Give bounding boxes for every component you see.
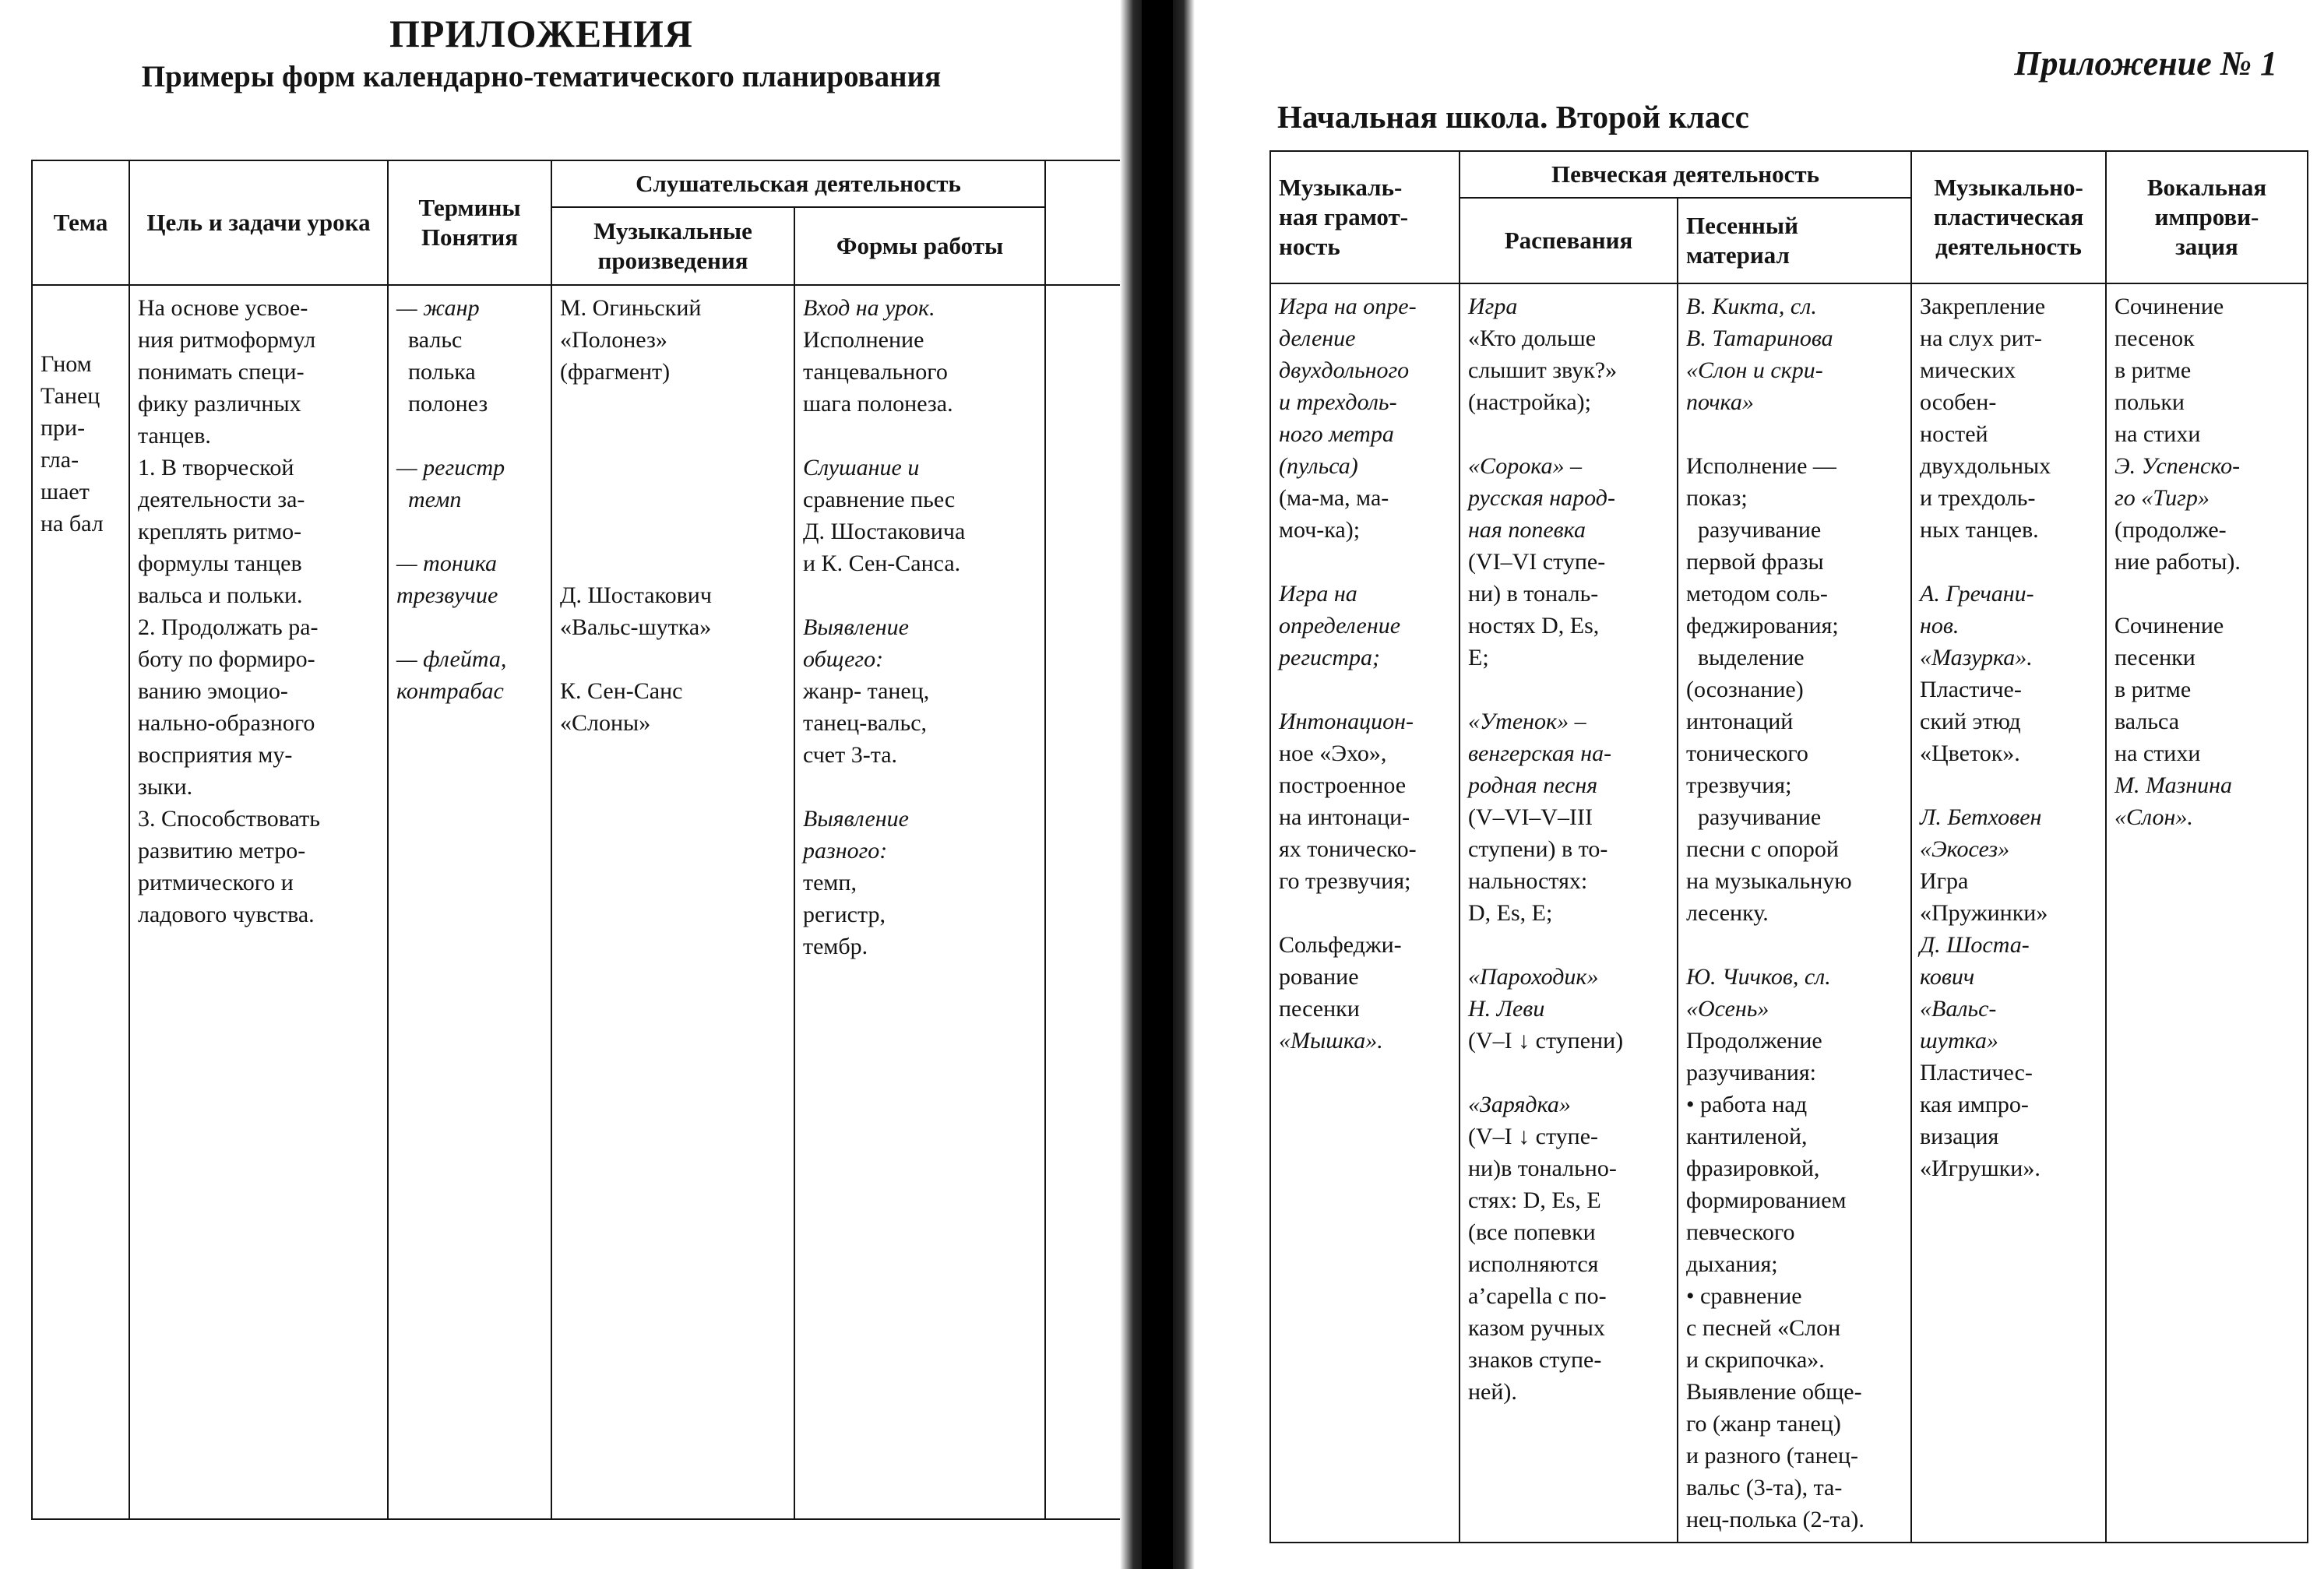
- cell-line: почка»: [1686, 389, 1754, 415]
- cell-line: [560, 388, 786, 420]
- cell-line: (все попевки: [1468, 1219, 1596, 1245]
- cell-line: «Мазурка».: [1920, 645, 2033, 670]
- cell-line: (пульса): [1279, 453, 1358, 479]
- cell-line: «Цветок».: [1920, 741, 2020, 766]
- cell-line: Д. Шостаковича: [803, 519, 966, 544]
- cell-line: ях тоническо-: [1279, 836, 1417, 862]
- cell-line: • работа над: [1686, 1092, 1808, 1117]
- cell-line: шутка»: [1920, 1028, 1998, 1054]
- cell-line: E;: [1468, 645, 1489, 670]
- cell-line: Игра на: [1279, 581, 1357, 607]
- header-empty: [1045, 160, 1121, 285]
- cell-line: — флейта,: [396, 646, 507, 672]
- cell-line: построенное: [1279, 772, 1407, 798]
- cell-line: счет 3-та.: [803, 742, 898, 768]
- cell-line: вальса: [2114, 709, 2180, 734]
- cell-line: дыхания;: [1686, 1251, 1778, 1277]
- header-literacy: Музыкаль- ная грамот- ность: [1270, 151, 1460, 283]
- cell-line: танцевального: [803, 359, 948, 385]
- cell-line: полька: [396, 359, 476, 385]
- cell-line: песенки: [1279, 996, 1360, 1022]
- cell-line: ней).: [1468, 1379, 1517, 1405]
- cell-line: на стихи: [2114, 741, 2201, 766]
- cell-line: А. Гречани-: [1920, 581, 2034, 607]
- cell-line: «Слон».: [2114, 804, 2193, 830]
- cell-line: В. Татаринова: [1686, 325, 1833, 351]
- cell-warmup: [1460, 283, 1678, 1543]
- cell-line: «Мышка».: [1279, 1028, 1383, 1054]
- cell-line: определение: [1279, 613, 1401, 639]
- cell-line: ние работы).: [2114, 549, 2241, 575]
- cell-line: особен-: [1920, 389, 1997, 415]
- cell-line: [803, 579, 1037, 611]
- cell-line: ступени) в то-: [1468, 836, 1608, 862]
- cell-line: [560, 420, 786, 452]
- cell-line: [1279, 546, 1451, 578]
- cell-line: темп: [396, 487, 462, 512]
- cell-line: ностях D, Es,: [1468, 613, 1600, 639]
- cell-line: феджирования;: [1686, 613, 1839, 639]
- header-songs: Песенный материал: [1678, 198, 1911, 283]
- cell-line: «Слоны»: [560, 710, 651, 736]
- cell-line: «Пароходик»: [1468, 964, 1599, 990]
- cell-line: танец-вальс,: [803, 710, 928, 736]
- cell-line: на музыкальную: [1686, 868, 1852, 894]
- cell-line: ного метра: [1279, 421, 1394, 447]
- cell-line: • сравнение: [1686, 1283, 1802, 1309]
- cell-literacy: [1270, 283, 1460, 1543]
- cell-line: (V–VI–V–III: [1468, 804, 1593, 830]
- cell-line: Закрепление: [1920, 294, 2046, 319]
- cell-terms: [388, 285, 551, 1519]
- cell-line: и трехдоль-: [1279, 389, 1397, 415]
- cell-line: лесенку.: [1686, 900, 1769, 926]
- cell-line: визация: [1920, 1124, 1999, 1149]
- cell-line: исполняются: [1468, 1251, 1599, 1277]
- cell-line: — регистр: [396, 455, 505, 480]
- cell-songs: [1678, 283, 1911, 1543]
- cell-plastic: [1911, 283, 2106, 1543]
- cell-line: интонаций: [1686, 709, 1794, 734]
- cell-line: Сочинение: [2114, 613, 2224, 639]
- cell-line: [803, 771, 1037, 803]
- cell-line: «Экосез»: [1920, 836, 2010, 862]
- cell-line: М. Мазнина: [2114, 772, 2233, 798]
- cell-line: тембр.: [803, 934, 868, 959]
- cell-line: певческого: [1686, 1219, 1795, 1245]
- cell-line: жанр- танец,: [803, 678, 930, 704]
- cell-line: ная попевка: [1468, 517, 1586, 543]
- right-planning-table: [1269, 150, 2308, 1543]
- cell-line: ных танцев.: [1920, 517, 2039, 543]
- cell-line: выделение: [1686, 645, 1805, 670]
- cell-line: «Вальс-: [1920, 996, 1997, 1022]
- cell-line: Интонацион-: [1279, 709, 1414, 734]
- cell-line: (V–I ↓ ступени): [1468, 1028, 1624, 1054]
- cell-line: Д. Шостакович: [560, 582, 712, 608]
- cell-line: Игра: [1920, 868, 1969, 894]
- book-spine-shadow: [1142, 0, 1173, 1569]
- cell-line: Н. Леви: [1468, 996, 1545, 1022]
- cell-works: [551, 285, 794, 1519]
- cell-line: регистра;: [1279, 645, 1380, 670]
- cell-improv: [2106, 283, 2308, 1543]
- cell-line: Ю. Чичков, сл.: [1686, 964, 1831, 990]
- left-planning-table: [31, 160, 1122, 1520]
- cell-line: [1920, 769, 2097, 801]
- cell-line: венгерская на-: [1468, 741, 1612, 766]
- cell-line: Д. Шоста-: [1920, 932, 2030, 958]
- cell-line: разного:: [803, 838, 888, 864]
- cell-line: песенок: [2114, 325, 2195, 351]
- cell-line: го (жанр танец): [1686, 1411, 1841, 1437]
- cell-line: двухдольных: [1920, 453, 2051, 479]
- cell-line: ностей: [1920, 421, 1988, 447]
- cell-line: на интонаци-: [1279, 804, 1410, 830]
- cell-line: Исполнение: [803, 327, 924, 353]
- cell-line: польки: [2114, 389, 2185, 415]
- header-singing: Певческая деятельность: [1460, 151, 1911, 198]
- cell-line: [2114, 578, 2299, 610]
- cell-line: в ритме: [2114, 357, 2192, 383]
- cell-line: шага полонеза.: [803, 391, 953, 417]
- header-listening: Слушательская деятельность: [551, 160, 1045, 207]
- cell-line: Игра на опре-: [1279, 294, 1417, 319]
- cell-line: сравнение пьес: [803, 487, 956, 512]
- cell-line: трезвучие: [396, 582, 498, 608]
- cell-line: (VI–VI ступе-: [1468, 549, 1606, 575]
- cell-line: «Кто дольше: [1468, 325, 1597, 351]
- cell-line: тонического: [1686, 741, 1808, 766]
- cell-line: — тоника: [396, 551, 498, 576]
- cell-line: первой фразы: [1686, 549, 1824, 575]
- cell-line: моч-ка);: [1279, 517, 1361, 543]
- header-tema: Тема: [32, 160, 129, 285]
- cell-line: a’capella с по-: [1468, 1283, 1607, 1309]
- header-goal: Цель и задачи урока: [129, 160, 388, 285]
- cell-line: слышит звук?»: [1468, 357, 1618, 383]
- cell-line: ни) в тональ-: [1468, 581, 1599, 607]
- cell-tema: Гном Танец при- гла- шает на бал: [32, 285, 129, 1519]
- cell-line: [396, 611, 543, 643]
- cell-line: регистр,: [803, 902, 886, 927]
- cell-line: — жанр: [396, 295, 480, 321]
- cell-line: нов.: [1920, 613, 1960, 639]
- header-warmup: Распевания: [1460, 198, 1678, 283]
- cell-line: темп,: [803, 870, 857, 895]
- cell-line: двухдольного: [1279, 357, 1410, 383]
- cell-line: «Зарядка»: [1468, 1092, 1571, 1117]
- cell-line: го трезвучия;: [1279, 868, 1411, 894]
- cell-line: казом ручных: [1468, 1315, 1605, 1341]
- cell-line: Л. Бетховен: [1920, 804, 2042, 830]
- cell-line: (фрагмент): [560, 359, 671, 385]
- cell-line: общего:: [803, 646, 884, 672]
- cell-line: Продолжение: [1686, 1028, 1822, 1054]
- cell-line: вальс: [396, 327, 463, 353]
- cell-line: мических: [1920, 357, 2016, 383]
- cell-line: и К. Сен-Санса.: [803, 551, 961, 576]
- cell-line: Пластичес-: [1920, 1060, 2033, 1085]
- cell-line: «Пружинки»: [1920, 900, 2048, 926]
- cell-line: [1468, 1057, 1669, 1089]
- appendix-label: Приложение № 1: [2014, 44, 2277, 83]
- left-page: [0, 0, 1122, 1569]
- cell-line: деление: [1279, 325, 1356, 351]
- header-plastic: Музыкально- пластическая деятельность: [1911, 151, 2106, 283]
- cell-line: Э. Успенско-: [2114, 453, 2241, 479]
- cell-line: стях: D, Es, E: [1468, 1187, 1601, 1213]
- cell-line: песенки: [2114, 645, 2195, 670]
- section-title: Начальная школа. Второй класс: [1277, 99, 1749, 135]
- cell-line: (осознание): [1686, 677, 1804, 702]
- header-terms: Термины Понятия: [388, 160, 551, 285]
- cell-line: фразировкой,: [1686, 1156, 1820, 1181]
- cell-line: на слух рит-: [1920, 325, 2042, 351]
- cell-line: [396, 420, 543, 452]
- cell-line: нальностях:: [1468, 868, 1588, 894]
- cell-line: трезвучия;: [1686, 772, 1792, 798]
- header-improv: Вокальная импрови- зация: [2106, 151, 2308, 283]
- cell-line: «Полонез»: [560, 327, 667, 353]
- cell-line: [1920, 546, 2097, 578]
- cell-line: методом соль-: [1686, 581, 1828, 607]
- cell-line: [1686, 418, 1903, 450]
- cell-line: ное «Эхо»,: [1279, 741, 1387, 766]
- cell-line: [1279, 674, 1451, 705]
- cell-line: разучивание: [1686, 517, 1822, 543]
- page-title: ПРИЛОЖЕНИЯ: [389, 12, 693, 55]
- cell-line: «Вальс-шутка»: [560, 614, 712, 640]
- header-works: Музыкальные произведения: [551, 207, 794, 285]
- cell-line: знаков ступе-: [1468, 1347, 1602, 1373]
- cell-line: Выявление: [803, 614, 909, 640]
- cell-line: [1468, 674, 1669, 705]
- cell-line: кович: [1920, 964, 1975, 990]
- cell-line: го «Тигр»: [2114, 485, 2210, 511]
- cell-line: «Осень»: [1686, 996, 1769, 1022]
- cell-line: ский этюд: [1920, 709, 2021, 734]
- cell-goal: На основе усвое- ния ритмоформул понимать специ- фику различных танцев. 1. В творческой деятельности за- креплять ритмо- формулы танцев вальса и польки. 2. Продолжать ра- боту по формиро- ванию эмоцио- нально-образного восприятия му- зыки. 3. Способствовать развитию метро- ритмического и ладового чувства.: [129, 285, 388, 1519]
- cell-line: [1279, 897, 1451, 929]
- cell-line: [560, 452, 786, 484]
- cell-line: [396, 515, 543, 547]
- cell-line: [1468, 418, 1669, 450]
- cell-line: D, Es, E;: [1468, 900, 1553, 926]
- cell-line: «Слон и скри-: [1686, 357, 1823, 383]
- cell-line: вальс (3-та), та-: [1686, 1475, 1843, 1500]
- right-page: [1192, 0, 2324, 1569]
- cell-line: нец-полька (2-та).: [1686, 1507, 1864, 1532]
- cell-line: ни)в тонально-: [1468, 1156, 1617, 1181]
- cell-line: и разного (танец-: [1686, 1443, 1859, 1469]
- cell-line: К. Сен-Санс: [560, 678, 683, 704]
- cell-line: разучивания:: [1686, 1060, 1817, 1085]
- cell-line: М. Огиньский: [560, 295, 702, 321]
- cell-line: [1468, 929, 1669, 961]
- cell-line: на стихи: [2114, 421, 2201, 447]
- cell-line: [560, 515, 786, 547]
- cell-line: Выявление: [803, 806, 909, 832]
- cell-line: (ма-ма, ма-: [1279, 485, 1389, 511]
- cell-line: песни с опорой: [1686, 836, 1839, 862]
- cell-line: разучивание: [1686, 804, 1822, 830]
- cell-line: полонез: [396, 391, 488, 417]
- cell-line: Сольфеджи-: [1279, 932, 1402, 958]
- cell-line: Сочинение: [2114, 294, 2224, 319]
- cell-line: (V–I ↓ ступе-: [1468, 1124, 1599, 1149]
- cell-line: с песней «Слон: [1686, 1315, 1841, 1341]
- cell-line: русская народ-: [1468, 485, 1615, 511]
- cell-line: Исполнение —: [1686, 453, 1836, 479]
- cell-line: Слушание и: [803, 455, 920, 480]
- cell-line: [560, 547, 786, 579]
- cell-line: рование: [1279, 964, 1359, 990]
- header-forms: Формы работы: [794, 207, 1045, 285]
- cell-line: Вход на урок.: [803, 295, 935, 321]
- page-subtitle: Примеры форм календарно-тематического планирования: [141, 60, 942, 93]
- cell-line: «Игрушки».: [1920, 1156, 2041, 1181]
- cell-line: Пластиче-: [1920, 677, 2022, 702]
- cell-line: (настройка);: [1468, 389, 1591, 415]
- cell-line: и скрипочка».: [1686, 1347, 1825, 1373]
- cell-line: и трехдоль-: [1920, 485, 2036, 511]
- cell-line: «Сорока» –: [1468, 453, 1583, 479]
- cell-line: Игра: [1468, 294, 1518, 319]
- cell-line: «Утенок» –: [1468, 709, 1586, 734]
- cell-line: кая импро-: [1920, 1092, 2029, 1117]
- cell-line: [560, 643, 786, 675]
- cell-line: (продолже-: [2114, 517, 2227, 543]
- cell-line: показ;: [1686, 485, 1748, 511]
- cell-line: родная песня: [1468, 772, 1598, 798]
- cell-forms: [794, 285, 1045, 1519]
- cell-line: кантиленой,: [1686, 1124, 1808, 1149]
- cell-line: в ритме: [2114, 677, 2192, 702]
- cell-line: [1686, 929, 1903, 961]
- cell-line: контрабас: [396, 678, 504, 704]
- cell-line: В. Кикта, сл.: [1686, 294, 1817, 319]
- cell-line: [560, 484, 786, 515]
- cell-empty: [1045, 285, 1121, 1519]
- cell-line: формированием: [1686, 1187, 1847, 1213]
- cell-line: Выявление обще-: [1686, 1379, 1862, 1405]
- cell-line: [803, 420, 1037, 452]
